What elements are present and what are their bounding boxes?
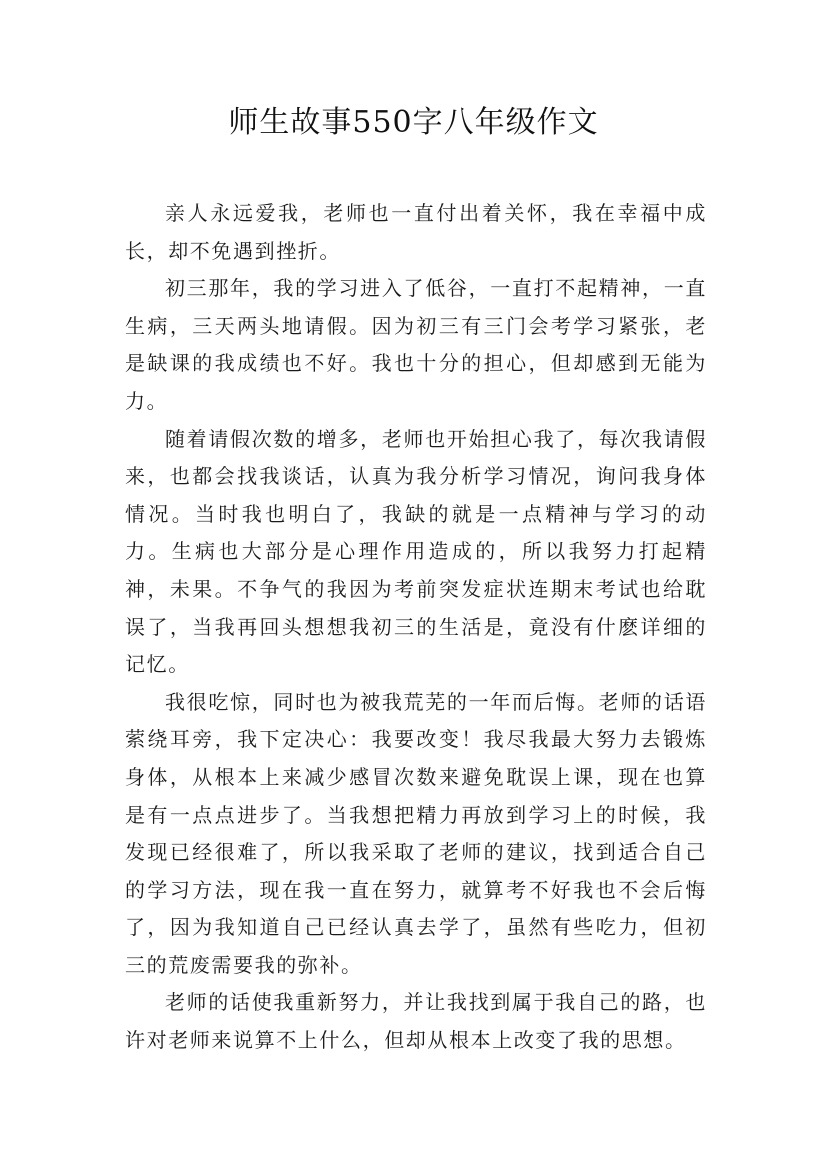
document-title: 师生故事550字八年级作文	[228, 105, 599, 140]
paragraph-3: 随着请假次数的增多，老师也开始担心我了，每次我请假来，也都会找我谈话，认真为我分析学习情况，询问我身体情况。当时我也明白了，我缺的就是一点精神与学习的动力。生病也大部分是心理作用造成的，所以我努力打起精神，未果。不争气的我因为考前突发症状连期末考试也给耽误了，当我再回头想想我初三的生活是，竟没有什麽详细的记忆。	[125, 426, 707, 677]
paragraph-4: 我很吃惊，同时也为被我荒芜的一年而后悔。老师的话语萦绕耳旁，我下定决心：我要改变！我尽我最大努力去锻炼身体，从根本上来减少感冒次数来避免耽误上课，现在也算是有一点点进步了。当我想把精力再放到学习上的时候，我发现已经很难了，所以我采取了老师的建议，找到适合自己的学习方法，现在我一直在努力，就算考不好我也不会后悔了，因为我知道自己已经认真去学了，虽然有些吃力，但初三的荒废需要我的弥补。	[125, 689, 707, 977]
document-body	[125, 195, 707, 1060]
paragraph-2: 初三那年，我的学习进入了低谷，一直打不起精神，一直生病，三天两头地请假。因为初三有三门会考学习紧张，老是缺课的我成绩也不好。我也十分的担心，但却感到无能为力。	[125, 276, 707, 413]
paragraph-5: 老师的话使我重新努力，并让我找到属于我自己的路，也许对老师来说算不上什么，但却从根本上改变了我的思想。	[125, 990, 707, 1053]
paragraph-1: 亲人永远爱我，老师也一直付出着关怀，我在幸福中成长，却不免遇到挫折。	[125, 201, 707, 263]
